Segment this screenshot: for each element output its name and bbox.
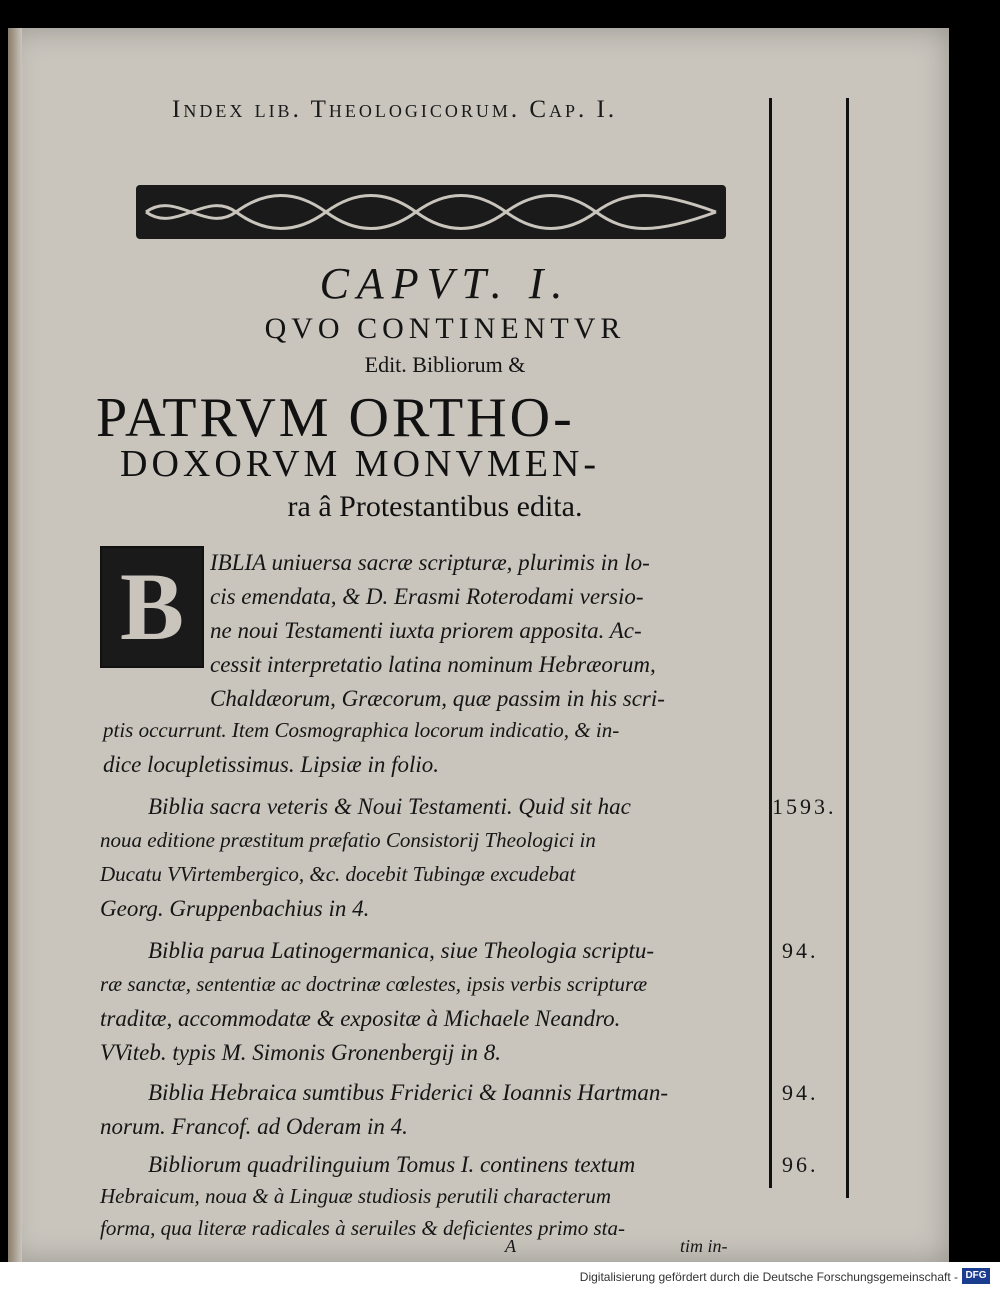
text-line: Biblia sacra veteris & Noui Testamenti. Quid sit hac — [148, 794, 631, 819]
text-line: Chaldæorum, Græcorum, quæ passim in his scri- — [210, 686, 665, 711]
year-marginal: 1593. — [772, 794, 837, 819]
text-line: Georg. Gruppenbachius in 4. — [100, 896, 370, 921]
ornament-band — [136, 185, 726, 239]
heading-ra: ra â Protestantibus edita. — [287, 490, 583, 523]
text-line: traditæ, accommodatæ & expositæ à Michaele Neandro. — [100, 1006, 621, 1031]
text-line: cis emendata, & D. Erasmi Roterodami versio- — [210, 584, 644, 609]
text-line: Ducatu VVirtembergico, &c. docebit Tubingæ excudebat — [100, 862, 576, 886]
text-line: dice locupletissimus. Lipsiæ in folio. — [103, 752, 440, 777]
text-line: Biblia Hebraica sumtibus Friderici & Ioannis Hartman- — [148, 1080, 669, 1105]
signature-mark: A — [505, 1236, 516, 1256]
decorated-initial — [100, 546, 204, 668]
running-head: Index lib. Theologicorum. Cap. I. — [172, 96, 618, 123]
text-line: ptis occurrunt. Item Cosmographica locorum indicatio, & in- — [103, 718, 620, 742]
text-line: VViteb. typis M. Simonis Gronenbergij in 8. — [100, 1040, 501, 1065]
dfg-logo[interactable]: DFG — [962, 1268, 990, 1284]
year-marginal: 96. — [782, 1152, 819, 1177]
text-line: noua editione præstitum præfatio Consistorij Theologici in — [100, 828, 596, 852]
footer-credit: Digitalisierung gefördert durch die Deutsche Forschungsgemeinschaft - — [579, 1270, 958, 1284]
text-line: ræ sanctæ, sententiæ ac doctrinæ cœlestes, ipsis verbis scripturæ — [100, 972, 648, 996]
heading-patrum: PATRVM ORTHO- — [96, 387, 575, 449]
initial-letter: B — [119, 553, 185, 660]
text-line: Biblia parua Latinogermanica, siue Theologia scriptu- — [148, 938, 654, 963]
chapter-subtitle-quo: QVO CONTINENTVR — [264, 312, 626, 345]
text-line: IBLIA uniuersa sacræ scripturæ, plurimis in lo- — [210, 550, 650, 575]
chapter-subtitle-edit: Edit. Bibliorum & — [364, 352, 526, 377]
chapter-title: CAPVT. I. — [319, 259, 571, 308]
text-line: ne noui Testamenti iuxta priorem apposita. Ac- — [210, 618, 642, 643]
heading-doxorum: DOXORVM MONVMEN- — [120, 443, 601, 485]
catchword: tim in- — [680, 1236, 728, 1256]
year-marginal: 94. — [782, 938, 819, 963]
year-marginal: 94. — [782, 1080, 819, 1105]
text-line: Bibliorum quadrilinguium Tomus I. continens textum — [148, 1152, 636, 1177]
ornament-pattern — [136, 185, 726, 239]
text-line: forma, qua literæ radicales à seruiles & deficientes primo sta- — [100, 1216, 625, 1240]
text-line: cessit interpretatio latina nominum Hebræorum, — [210, 652, 656, 677]
text-line: Hebraicum, noua & à Linguæ studiosis perutili characterum — [100, 1184, 611, 1208]
text-line: norum. Francof. ad Oderam in 4. — [100, 1114, 408, 1139]
